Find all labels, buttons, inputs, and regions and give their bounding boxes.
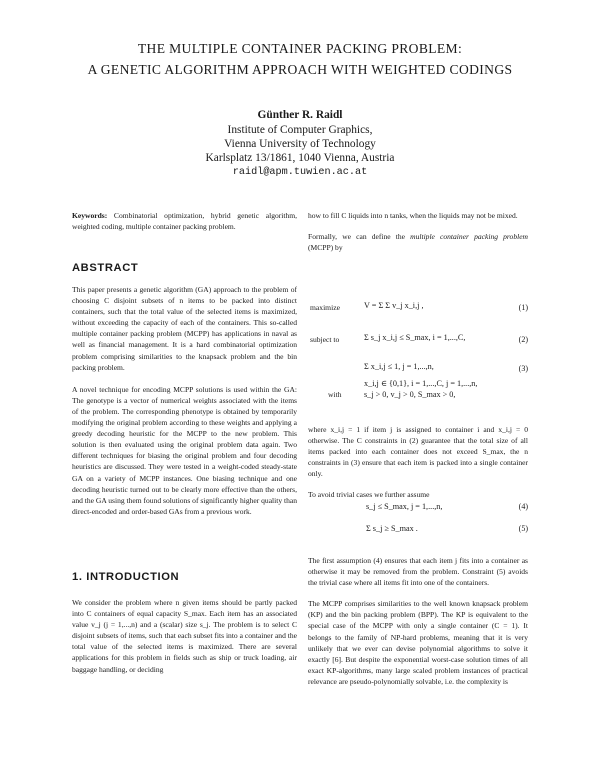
keywords-label: Keywords: <box>72 211 108 220</box>
introduction-paragraph-1: We consider the problem where n given items should be partly packed into C containers of equal capacity S_max. Each item has an associated value v_j (j = 1,...,n) and a (scalar) size s_j. The problem is to select C disjoint subsets of items, such that each subset fits into a container and the total value of the selected items is maximized. There are several applications for this problem in fields such as ship or truck loading, air baggage handling, or deciding <box>72 598 297 674</box>
title-line-1: THE MULTIPLE CONTAINER PACKING PROBLEM: <box>137 41 463 56</box>
capacity-constraint: Σ s_j x_i,j ≤ S_max, i = 1,...,C, <box>364 333 466 342</box>
right-column-explanation <box>308 424 528 501</box>
abstract-paragraph-2: A novel technique for encoding MCPP solutions is used within the GA: The genotype is a vector of numerical weights associated with the items of the problem. The corresponding phenotype is obtained by temporarily modifying the original problem according to these weights and applying a greedy decoding heuristic for the MCPP to the new problem. This solution is then evaluated using the original problem data again. Two different techniques for biasing the original problem and four decoding heuristics are discussed. They were tested in a weight-coded steady-state GA on a variety of MCPP instances. One biasing technique and one decoding heuristic turned out to be clearly more effective than the others, and the GA using them found solutions of significantly higher quality than direct-encoded and order-based GAs from a previous work. <box>72 384 297 516</box>
assignment-constraint: Σ x_i,j ≤ 1, j = 1,...,n, <box>364 362 434 371</box>
equation-number-2: (2) <box>518 335 528 344</box>
mcpp-term: multiple container packing problem <box>410 232 529 242</box>
equation-number-3: (3) <box>518 364 528 373</box>
total-size-assumption: Σ s_j ≥ S_max . <box>366 524 418 533</box>
abstract-body <box>72 284 297 517</box>
right-paragraph-4: The first assumption (4) ensures that each item j fits into a container as otherwise it may be removed from the problem. Constraint (5) avoids the trivial case where all items fit into one of the containers. <box>308 556 528 588</box>
author-affiliation-1: Institute of Computer Graphics, <box>227 124 373 136</box>
trivial-case-assumptions <box>308 502 530 542</box>
right-paragraph-1b: (MCPP) by <box>308 243 343 253</box>
keywords-block <box>72 210 297 232</box>
right-paragraph-0: how to fill C liquids into n tanks, when the liquids may not be mixed. <box>308 211 518 220</box>
domain-constraint: x_i,j ∈ {0,1}, i = 1,...,C, j = 1,...,n, <box>364 379 478 388</box>
right-paragraph-3: To avoid trivial cases we further assume <box>308 490 430 500</box>
objective-equation: V = Σ Σ v_j x_i,j , <box>364 301 424 310</box>
author-name: Günther R. Raidl <box>257 109 343 121</box>
positivity-constraint: s_j > 0, v_j > 0, S_max > 0, <box>364 390 456 399</box>
equation-number-4: (4) <box>518 502 528 511</box>
right-paragraph-1a: Formally, we can define the <box>308 232 405 242</box>
keywords-text: Combinatorial optimization, hybrid genetic algorithm, weighted coding, multiple container packing problem. <box>72 211 297 232</box>
abstract-heading: ABSTRACT <box>72 262 139 274</box>
right-paragraph-5: The MCPP comprises similarities to the well known knapsack problem (KP) and the bin packing problem (BPP). The KP is equivalent to the special case of the MCPP with only a single container (C = 1). It belongs to the family of NP-hard problems, meaning that it is very unlikely that we ever can devise polynomial algorithms to solve it exactly [6]. But despite the exponential worst-case solution times of all exact KP-algorithms, many large scaled problem instances of practical relevance are pseudo-polynomially solvable, i.e. the complexity is <box>308 599 528 686</box>
introduction-heading: 1. INTRODUCTION <box>72 571 180 583</box>
maximize-label: maximize <box>310 303 340 312</box>
introduction-body <box>72 597 297 675</box>
right-paragraph-2: where x_i,j = 1 if item j is assigned to container i and x_i,j = 0 otherwise. The C constraints in (2) guarantee that the total size of all items packed into each container does not exceed S_max, the n constraints in (3) ensure that each item is packed into a single container only. <box>308 425 528 479</box>
right-column-intro <box>308 210 528 253</box>
item-size-assumption: s_j ≤ S_max, j = 1,...,n, <box>366 502 443 511</box>
author-affiliation-2: Vienna University of Technology <box>224 138 376 150</box>
equation-number-1: (1) <box>518 303 528 312</box>
abstract-paragraph-1: This paper presents a genetic algorithm (GA) approach to the problem of choosing C disjoint subsets of n items to be packed into distinct containers, such that the total value of the selected items is maximized, without exceeding the capacity of each of the containers. This so-called multiple container packing problem (MCPP) has applications in naval as well as financial management. It is a hard combinatorial optimization problem comprising similarities to the knapsack problem and the bin packing problem. <box>72 285 297 372</box>
title-line-2: A GENETIC ALGORITHM APPROACH WITH WEIGHTED CODINGS <box>87 62 513 77</box>
mcpp-formulation <box>308 290 530 400</box>
author-address: Karlsplatz 13/1861, 1040 Vienna, Austria <box>205 152 395 164</box>
right-column-continuation <box>308 555 528 687</box>
equation-number-5: (5) <box>518 524 528 533</box>
with-label: with <box>328 390 342 399</box>
subject-to-label: subject to <box>310 335 340 344</box>
author-email[interactable]: raidl@apm.tuwien.ac.at <box>232 167 368 178</box>
